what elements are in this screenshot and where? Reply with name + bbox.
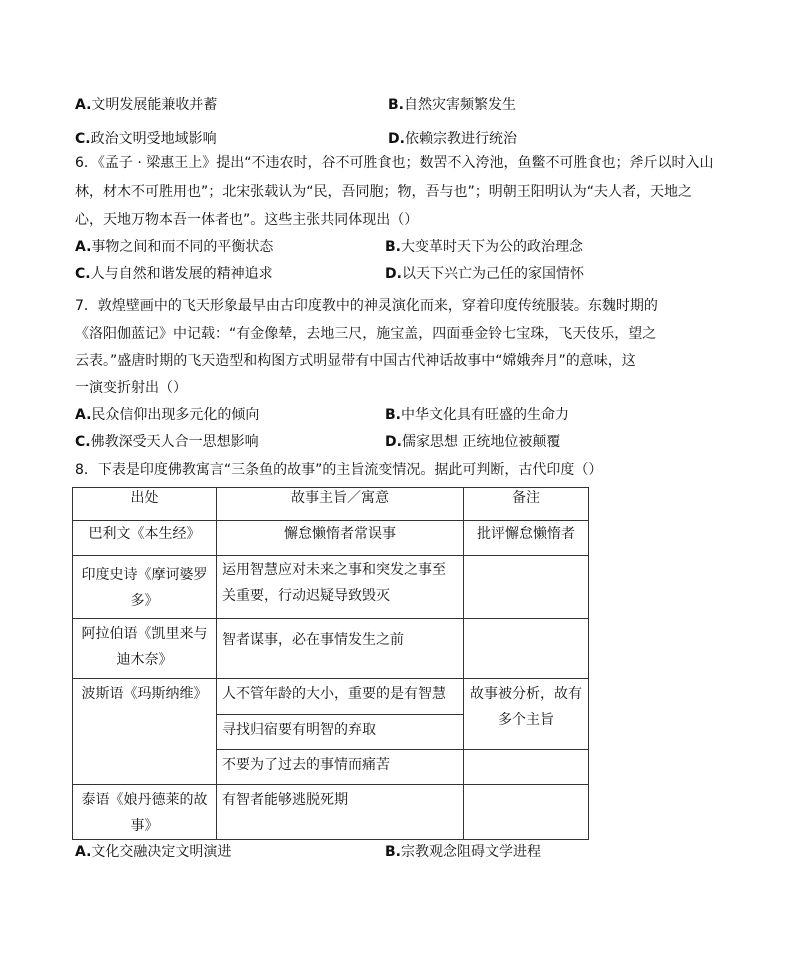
q7-stem-line-3: 云表。”盛唐时期的飞天造型和构图方式明显带有中国古代神话故事中“嫦娥奔月”的意味，这 bbox=[75, 353, 636, 369]
q7-stem-line-1: 7．敦煌壁画中的飞天形象最早由古印度教中的神灵演化而来，穿着印度传统服装。东魏时期的 bbox=[75, 298, 658, 314]
q6-stem-line-3: 心，天地万物本吾一体者也”。这些主张共同体现出（） bbox=[75, 212, 419, 228]
cell-theme: 人不管年龄的大小，重要的是有智慧 bbox=[217, 679, 464, 715]
option-text: 政治文明受地域影响 bbox=[90, 131, 217, 147]
cell-theme: 懈怠懒惰者常误事 bbox=[217, 521, 464, 556]
q5-option-b[interactable] bbox=[388, 96, 516, 114]
option-label: C. bbox=[75, 434, 91, 450]
option-label: C. bbox=[75, 266, 91, 282]
cell-theme: 运用智慧应对未来之事和突发之事至关重要，行动迟疑导致毁灭 bbox=[217, 556, 464, 619]
option-label: A. bbox=[75, 407, 92, 423]
cell-source: 印度史诗《摩诃婆罗多》 bbox=[73, 556, 217, 619]
story-table bbox=[72, 487, 589, 840]
option-text: 儒家思想 正统地位被颠覆 bbox=[401, 434, 561, 450]
option-text: 文明发展能兼收并蓄 bbox=[91, 97, 218, 113]
option-text: 宗教观念阻碍文学进程 bbox=[401, 844, 541, 860]
q6-option-b[interactable] bbox=[385, 238, 583, 256]
table-row bbox=[73, 785, 589, 840]
cell-source: 阿拉伯语《凯里来与迪木奈》 bbox=[73, 619, 217, 679]
q8-stem: 8．下表是印度佛教寓言“三条鱼的故事”的主旨流变情况。据此可判断，古代印度（） bbox=[75, 462, 603, 478]
cell-theme: 智者谋事，必在事情发生之前 bbox=[217, 619, 464, 679]
q6-stem-line-2: 林，材木不可胜用也”；北宋张载认为“民，吾同胞；物，吾与也”；明朝王阳明认为“夫人者，天地之 bbox=[75, 184, 693, 200]
option-label: D. bbox=[385, 266, 402, 282]
cell-note bbox=[464, 750, 589, 785]
option-label: C. bbox=[75, 131, 91, 147]
q8-option-b[interactable] bbox=[385, 843, 541, 861]
q7-stem-line-4: 一演变折射出（） bbox=[75, 380, 187, 396]
cell-source: 巴利文《本生经》 bbox=[73, 521, 217, 556]
option-text: 佛教深受天人合一思想影响 bbox=[90, 434, 259, 450]
option-text: 民众信仰出现多元化的倾向 bbox=[91, 407, 260, 423]
q6-stem-line-1: 6．《孟子 · 梁惠王上》提出“不违农时，谷不可胜食也；数罟不入洿池，鱼鳖不可胜食也；斧斤以时入山 bbox=[75, 155, 714, 171]
q7-option-a[interactable] bbox=[75, 406, 259, 424]
option-text: 人与自然和谐发展的精神追求 bbox=[90, 266, 273, 282]
q7-option-b[interactable] bbox=[385, 406, 569, 424]
option-label: D. bbox=[385, 434, 402, 450]
option-label: A. bbox=[75, 239, 92, 255]
option-label: A. bbox=[75, 97, 92, 113]
option-text: 事物之间和而不同的平衡状态 bbox=[91, 239, 274, 255]
option-label: A. bbox=[75, 844, 92, 860]
q7-option-c[interactable] bbox=[75, 433, 259, 451]
option-label: B. bbox=[385, 239, 401, 255]
table-row bbox=[73, 521, 589, 556]
table-header-row bbox=[73, 488, 589, 521]
q5-option-d[interactable] bbox=[388, 130, 517, 148]
q6-option-d[interactable] bbox=[385, 265, 584, 283]
cell-theme: 寻找归宿要有明智的弃取 bbox=[217, 715, 464, 750]
option-text: 依赖宗教进行统治 bbox=[404, 131, 517, 147]
cell-theme: 有智者能够逃脱死期 bbox=[217, 785, 464, 840]
cell-note: 故事被分析，故有多个主旨 bbox=[464, 679, 589, 750]
cell-note bbox=[464, 619, 589, 679]
table-row bbox=[73, 679, 589, 715]
q5-option-c[interactable] bbox=[75, 130, 217, 148]
table-row bbox=[73, 556, 589, 619]
option-text: 大变革时天下为公的政治理念 bbox=[401, 239, 583, 255]
option-text: 文化交融决定文明演进 bbox=[91, 844, 232, 860]
cell-note: 批评懈怠懒惰者 bbox=[464, 521, 589, 556]
option-label: B. bbox=[385, 407, 401, 423]
table-row bbox=[73, 619, 589, 679]
cell-source: 波斯语《玛斯纳维》 bbox=[73, 679, 217, 785]
option-text: 自然灾害频繁发生 bbox=[404, 97, 516, 113]
option-label: D. bbox=[388, 131, 405, 147]
q7-option-d[interactable] bbox=[385, 433, 560, 451]
q5-option-a[interactable] bbox=[75, 96, 217, 114]
header-note: 备注 bbox=[464, 488, 589, 521]
header-theme: 故事主旨／寓意 bbox=[217, 488, 464, 521]
q8-option-a[interactable] bbox=[75, 843, 231, 861]
cell-source: 泰语《娘丹德莱的故事》 bbox=[73, 785, 217, 840]
option-text: 以天下兴亡为己任的家国情怀 bbox=[401, 266, 584, 282]
q7-stem-line-2: 《洛阳伽蓝记》中记载：“有金像辇，去地三尺，施宝盖，四面垂金铃七宝珠，飞天伎乐，望之 bbox=[75, 326, 657, 342]
q6-option-a[interactable] bbox=[75, 238, 273, 256]
cell-note bbox=[464, 556, 589, 619]
option-label: B. bbox=[385, 844, 401, 860]
header-source: 出处 bbox=[73, 488, 217, 521]
q6-option-c[interactable] bbox=[75, 265, 273, 283]
option-text: 中华文化具有旺盛的生命力 bbox=[401, 407, 569, 423]
cell-note bbox=[464, 785, 589, 840]
cell-theme: 不要为了过去的事情而痛苦 bbox=[217, 750, 464, 785]
option-label: B. bbox=[388, 97, 404, 113]
